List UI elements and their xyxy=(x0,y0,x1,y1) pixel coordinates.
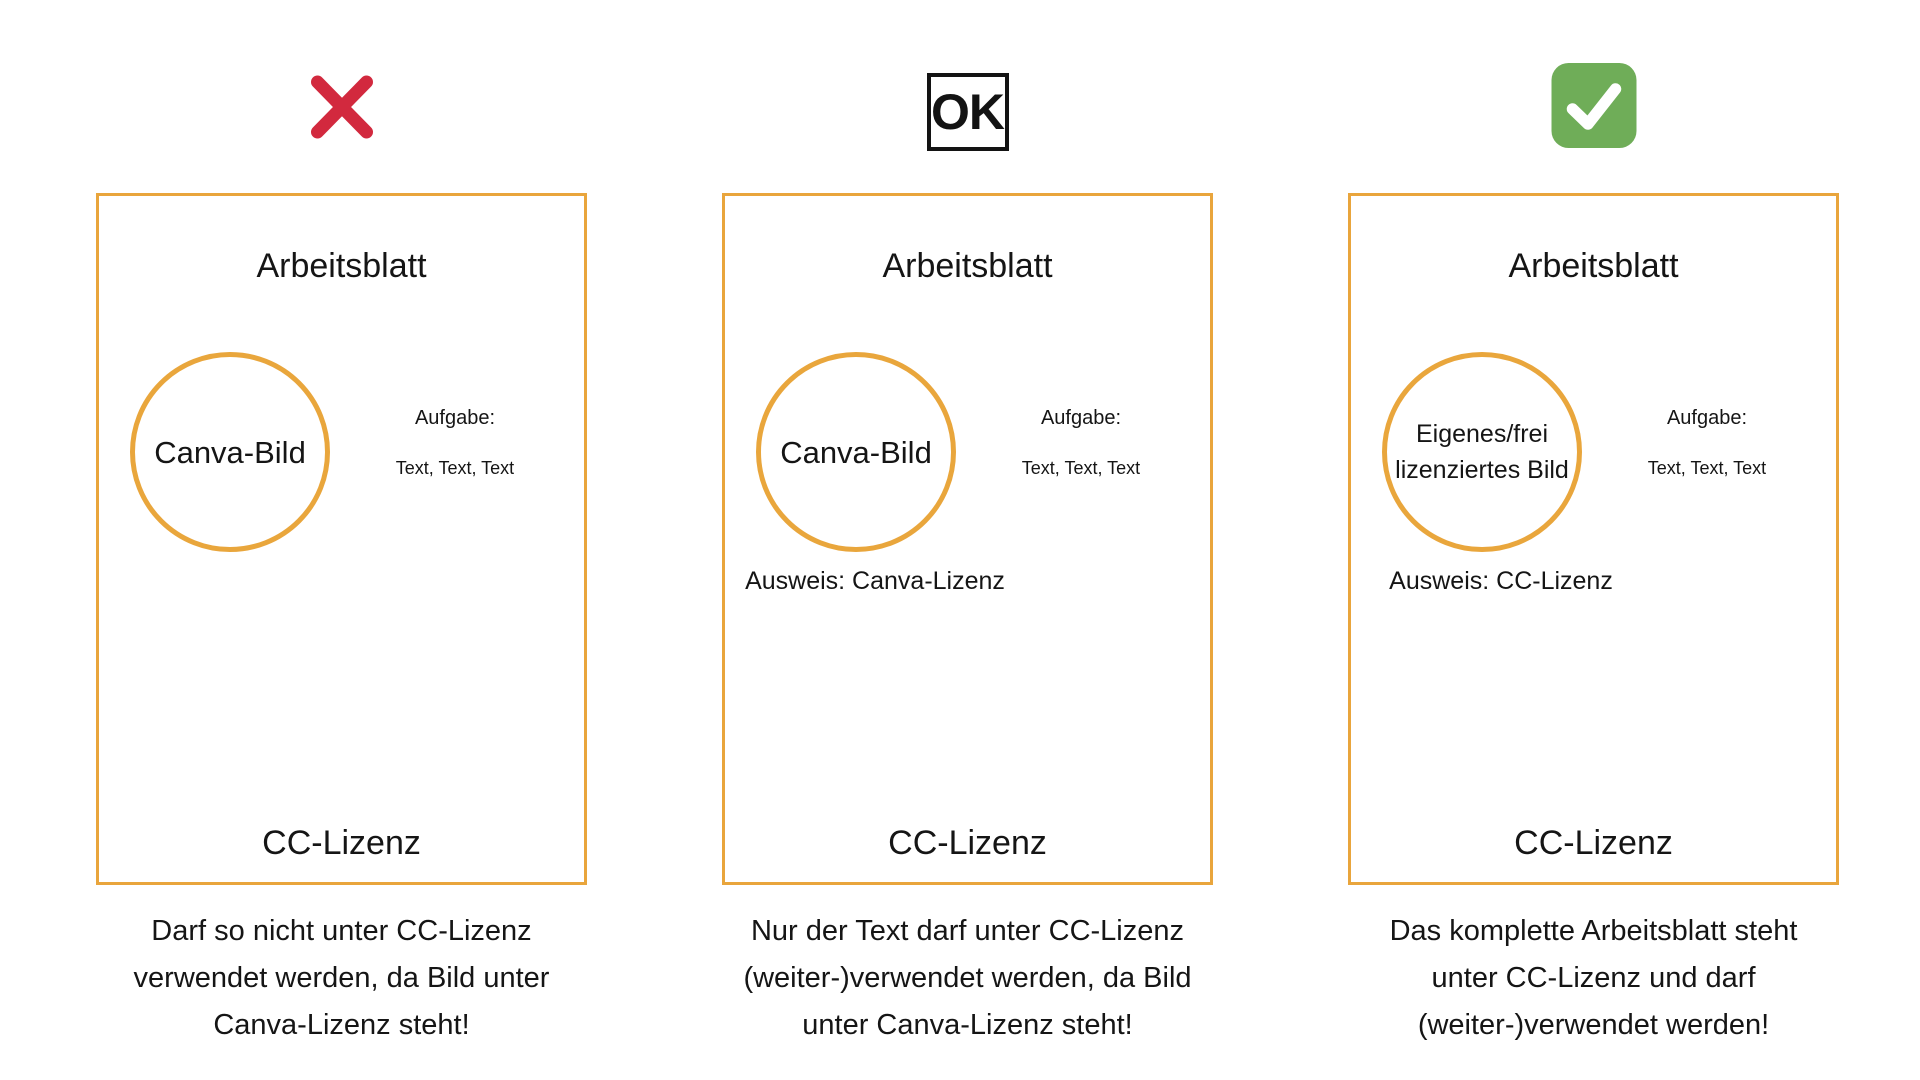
task-block xyxy=(345,406,565,479)
image-label-line2: lizenziertes Bild xyxy=(1395,456,1569,484)
caption xyxy=(134,908,550,1049)
task-heading: Aufgabe: xyxy=(414,407,496,429)
caption-line: Das komplette Arbeitsblatt steht xyxy=(1389,915,1798,947)
ok-badge xyxy=(927,73,1009,151)
worksheet-card xyxy=(96,193,587,885)
card-title: Arbeitsblatt xyxy=(882,247,1053,285)
license-note: Ausweis: Canva-Lizenz xyxy=(745,567,1005,595)
worksheet-card xyxy=(1348,193,1839,885)
caption-line: (weiter-)verwendet werden, da Bild xyxy=(743,962,1192,994)
checkmark-icon-svg xyxy=(1551,63,1636,148)
card-title: Arbeitsblatt xyxy=(256,247,427,285)
image-label: Eigenes/frei xyxy=(1415,420,1549,448)
task-text: Text, Text, Text xyxy=(1647,458,1767,478)
task-text: Text, Text, Text xyxy=(1021,458,1141,478)
ok-badge-box: OK xyxy=(927,73,1009,151)
caption-line: unter Canva-Lizenz steht! xyxy=(802,1009,1133,1041)
card-title: Arbeitsblatt xyxy=(1508,247,1679,285)
caption xyxy=(743,908,1191,1049)
cross-icon-svg xyxy=(303,69,380,145)
task-block xyxy=(971,406,1191,479)
image-placeholder-circle xyxy=(130,352,330,552)
caption-line: verwendet werden, da Bild unter xyxy=(133,962,550,994)
task-text: Text, Text, Text xyxy=(395,458,515,478)
card-license-footer: CC-Lizenz xyxy=(1514,824,1673,862)
card-license-footer: CC-Lizenz xyxy=(888,824,1047,862)
card-license-footer: CC-Lizenz xyxy=(262,824,421,862)
checkmark-icon xyxy=(1551,63,1636,153)
image-placeholder-circle xyxy=(756,352,956,552)
image-placeholder-circle xyxy=(1382,352,1582,552)
caption-line: Canva-Lizenz steht! xyxy=(213,1009,470,1041)
caption-line: Nur der Text darf unter CC-Lizenz xyxy=(750,915,1185,947)
worksheet-card xyxy=(722,193,1213,885)
task-heading: Aufgabe: xyxy=(1666,407,1748,429)
caption-line: (weiter-)verwendet werden! xyxy=(1417,1009,1770,1041)
license-note: Ausweis: CC-Lizenz xyxy=(1389,567,1613,595)
image-label: Canva-Bild xyxy=(154,434,306,470)
caption-line: unter CC-Lizenz und darf xyxy=(1431,962,1756,994)
caption-line: Darf so nicht unter CC-Lizenz xyxy=(151,915,532,947)
task-block xyxy=(1597,406,1817,479)
column-ok xyxy=(722,0,1213,1080)
image-label: Canva-Bild xyxy=(780,434,932,470)
task-heading: Aufgabe: xyxy=(1040,407,1122,429)
column-allowed xyxy=(1348,0,1839,1080)
cross-icon xyxy=(303,69,380,150)
column-not-allowed xyxy=(96,0,587,1080)
caption xyxy=(1390,908,1798,1049)
